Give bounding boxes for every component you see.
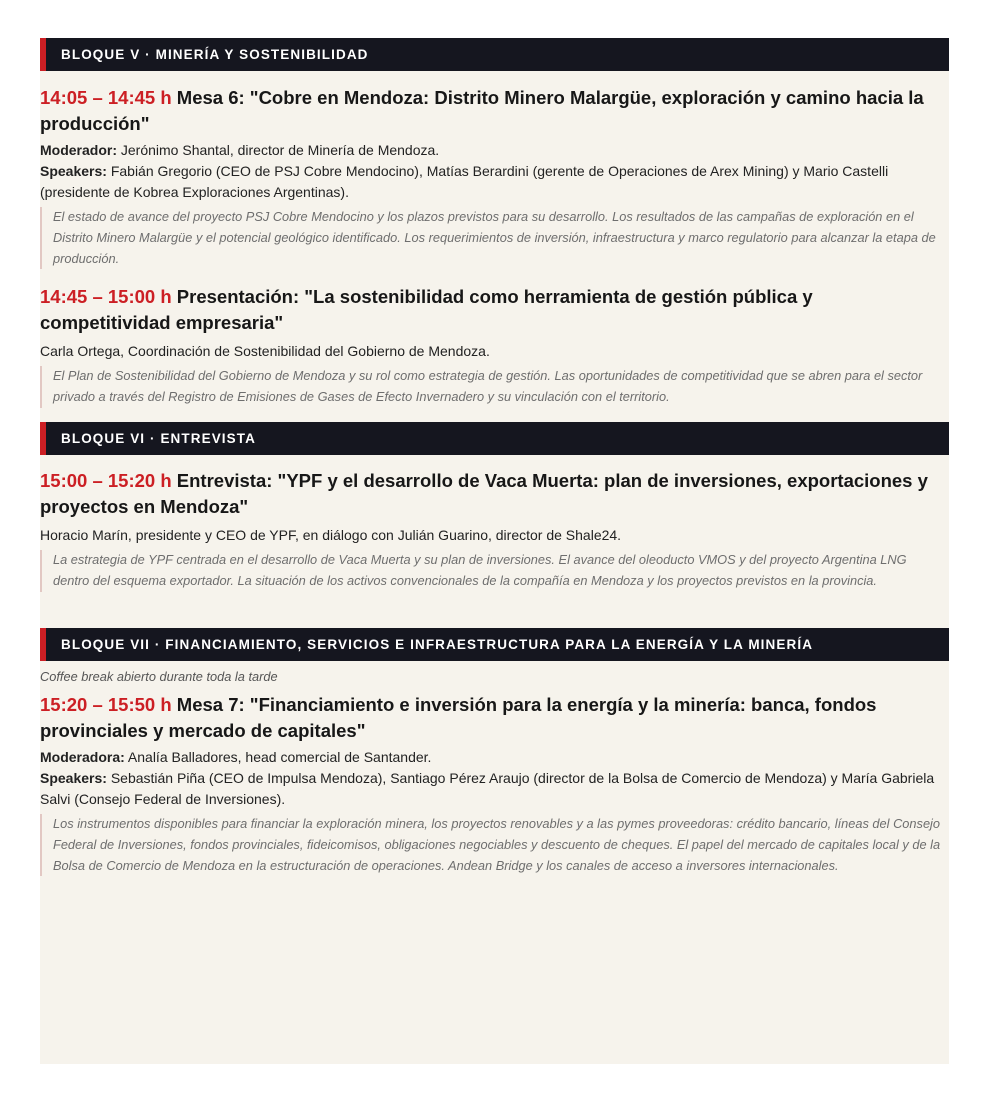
speakers-label: Speakers: [40, 163, 107, 179]
speakers-label: Speakers: [40, 770, 107, 786]
block-header-v: BLOQUE V · MINERÍA Y SOSTENIBILIDAD [40, 38, 949, 71]
session-time: 15:20 – 15:50 h [40, 694, 172, 715]
session-time: 14:45 – 15:00 h [40, 286, 172, 307]
presenter-line: Carla Ortega, Coordinación de Sostenibilidad del Gobierno de Mendoza. [40, 343, 490, 359]
session-description: El Plan de Sostenibilidad del Gobierno de Mendoza y su rol como estrategia de gestión. Las oportunidades de competitividad que se abren para el sector privado a través del Registro de Emisiones de Gases de Efecto Invernadero y su vinculación con el territorio. [40, 366, 945, 408]
session-description: El estado de avance del proyecto PSJ Cobre Mendocino y los plazos previstos para su desarrollo. Los resultados de las campañas de exploración en el Distrito Minero Malargüe y el potencial geológico identificado. Los requerimientos de inversión, infraestructura y marco regulatorio para alcanzar la etapa de producción. [40, 207, 945, 269]
speakers-line [40, 161, 945, 203]
session-title [40, 85, 945, 137]
speakers-line [40, 768, 945, 810]
session-heading: Entrevista: "YPF y el desarrollo de Vaca Muerta: plan de inversiones, exportaciones y proyectos en Mendoza" [40, 470, 928, 517]
session-description: Los instrumentos disponibles para financiar la exploración minera, los proyectos renovables y a las pymes proveedoras: crédito bancario, líneas del Consejo Federal de Inversiones, fondos provinciales, fideicomisos, obligaciones negociables y descuento de cheques. El papel del mercado de capitales local y de la Bolsa de Comercio de Mendoza en la estructuración de operaciones. Andean Bridge y los canales de acceso a inversores internacionales. [40, 814, 945, 876]
moderator-name: Jerónimo Shantal, director de Minería de Mendoza. [117, 142, 440, 158]
block-header-vi: BLOQUE VI · ENTREVISTA [40, 422, 949, 455]
session-presentacion [40, 284, 945, 408]
session-description: La estrategia de YPF centrada en el desarrollo de Vaca Muerta y su plan de inversiones. El avance del oleoducto VMOS y del proyecto Argentina LNG dentro del esquema exportador. La situación de los activos convencionales de la compañía en Mendoza y los proyectos previstos en la provincia. [40, 550, 945, 592]
moderator-name: Analía Balladores, head comercial de Santander. [124, 749, 432, 765]
session-heading: Presentación: "La sostenibilidad como herramienta de gestión pública y competitividad empresaria" [40, 286, 813, 333]
speakers-names: Sebastián Piña (CEO de Impulsa Mendoza), Santiago Pérez Araujo (director de la Bolsa de Comercio de Mendoza) y María Gabriela Salvi (Consejo Federal de Inversiones). [40, 770, 935, 807]
session-heading: Mesa 7: "Financiamiento e inversión para la energía y la minería: banca, fondos provinciales y mercado de capitales" [40, 694, 877, 741]
moderator-label: Moderadora: [40, 749, 125, 765]
presenter-line: Horacio Marín, presidente y CEO de YPF, en diálogo con Julián Guarino, director de Shale24. [40, 527, 622, 543]
session-title [40, 692, 945, 744]
moderator-label: Moderador: [40, 142, 117, 158]
session-entrevista [40, 468, 945, 592]
session-time: 15:00 – 15:20 h [40, 470, 172, 491]
coffee-break-note: Coffee break abierto durante toda la tarde [40, 669, 278, 684]
session-heading: Mesa 6: "Cobre en Mendoza: Distrito Minero Malargüe, exploración y camino hacia la producción" [40, 87, 924, 134]
session-title [40, 284, 945, 336]
session-mesa-6 [40, 85, 945, 269]
block-header-vii: BLOQUE VII · FINANCIAMIENTO, SERVICIOS E INFRAESTRUCTURA PARA LA ENERGÍA Y LA MINERÍA [40, 628, 949, 661]
moderator-line [40, 747, 945, 768]
moderator-line [40, 140, 945, 161]
speakers-names: Fabián Gregorio (CEO de PSJ Cobre Mendocino), Matías Berardini (gerente de Operaciones de Arex Mining) y Mario Castelli (presidente de Kobrea Exploraciones Argentinas). [40, 163, 889, 200]
session-time: 14:05 – 14:45 h [40, 87, 172, 108]
session-title [40, 468, 945, 520]
session-mesa-7 [40, 692, 945, 876]
